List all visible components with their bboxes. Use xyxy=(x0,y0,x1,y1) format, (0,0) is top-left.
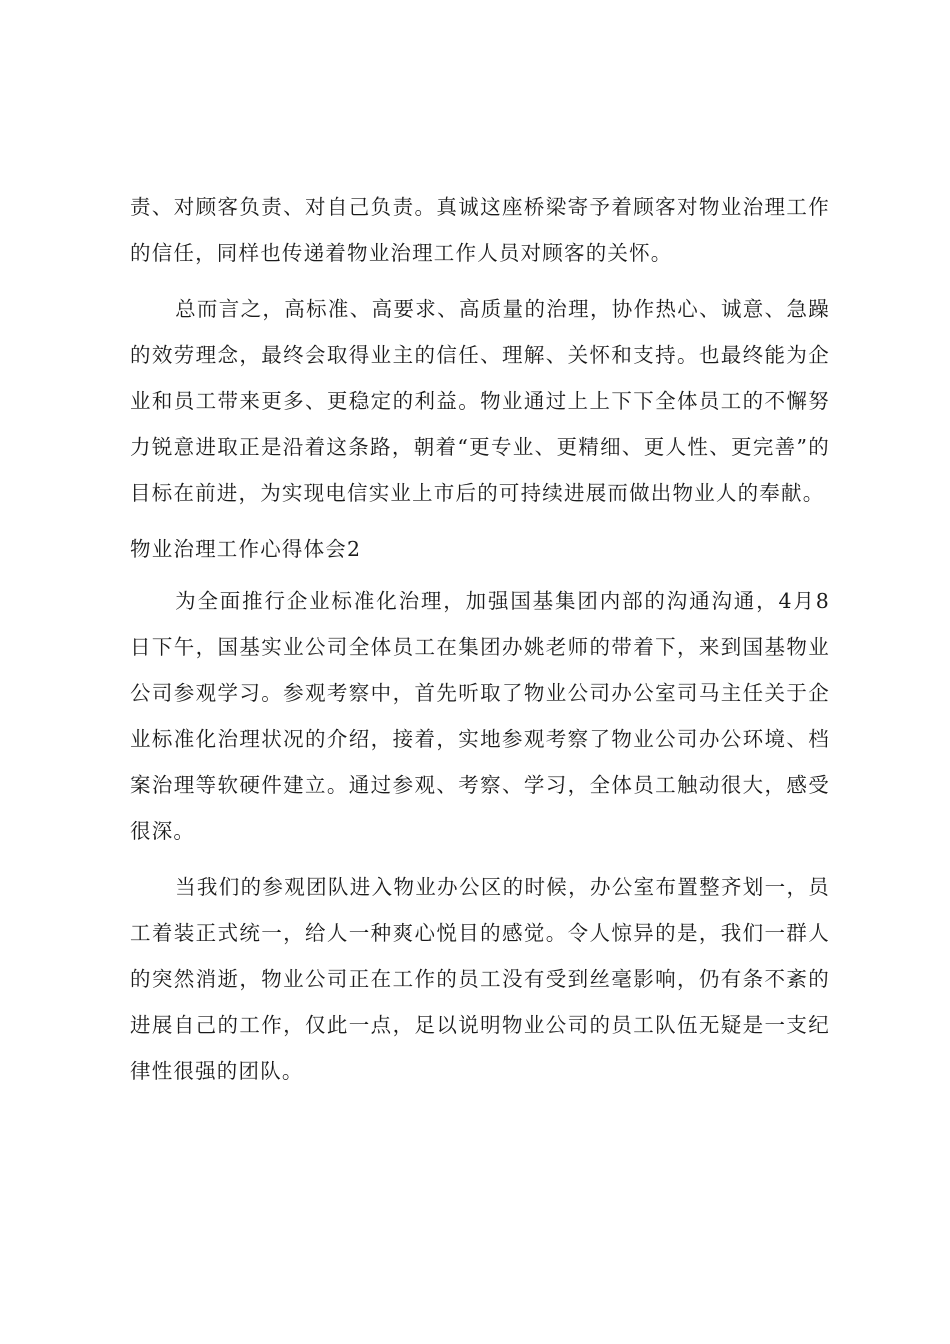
paragraph-visit-intro: 为全面推行企业标准化治理，加强国基集团内部的沟通沟通，4月8日下午，国基实业公司全体员工在集团办姚老师的带着下，来到国基物业公司参观学习。参观考察中，首先听取了物业公司办公室司马主任关于企业标准化治理状况的介绍，接着，实地参观考察了物业公司办公环境、档案治理等软硬件建立。通过参观、考察、学习，全体员工触动很大，感受很深。 xyxy=(130,589,830,843)
paragraph-summary: 总而言之，高标准、高要求、高质量的治理，协作热心、诚意、急躁的效劳理念，最终会取得业主的信任、理解、关怀和支持。也最终能为企业和员工带来更多、更稳定的利益。物业通过上上下下全体员工的不懈努力锐意进取正是沿着这条路，朝着“更专业、更精细、更人性、更完善”的目标在前进，为实现电信实业上市后的可持续进展而做出物业人的奉献。 xyxy=(130,297,830,505)
paragraph-continuation: 责、对顾客负责、对自己负责。真诚这座桥梁寄予着顾客对物业治理工作的信任，同样也传递着物业治理工作人员对顾客的关怀。 xyxy=(130,195,830,265)
section-heading: 物业治理工作心得体会2 xyxy=(130,537,362,561)
paragraph-office-impression: 当我们的参观团队进入物业办公区的时候，办公室布置整齐划一，员工着装正式统一，给人一种爽心悦目的感觉。令人惊异的是，我们一群人的突然消逝，物业公司正在工作的员工没有受到丝毫影响，仍有条不紊的进展自己的工作，仅此一点，足以说明物业公司的员工队伍无疑是一支纪律性很强的团队。 xyxy=(130,875,830,1083)
document-body xyxy=(130,184,830,1104)
